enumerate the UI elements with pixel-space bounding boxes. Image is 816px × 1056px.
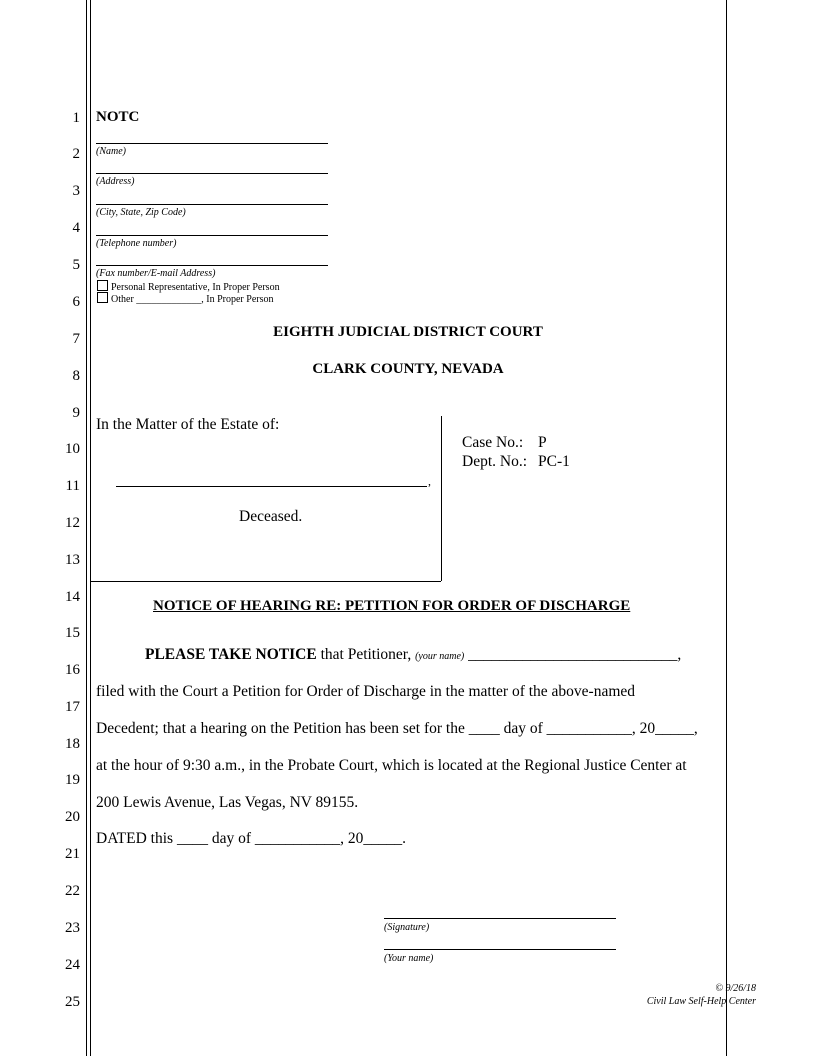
phone-line	[96, 235, 328, 236]
line-number: 6	[72, 294, 80, 310]
notice-lead-rest: that Petitioner,	[316, 646, 416, 663]
document-title: NOTICE OF HEARING RE: PETITION FOR ORDER OF DISCHARGE	[153, 598, 631, 614]
body-line-2: filed with the Court a Petition for Order of Discharge in the matter of the above-named	[96, 683, 636, 700]
option-other-label: Other _____________, In Proper Person	[111, 294, 274, 305]
city-line	[96, 204, 328, 205]
fax-label: (Fax number/E-mail Address)	[96, 268, 216, 279]
decedent-name-line	[116, 486, 427, 487]
line-number: 19	[65, 772, 80, 788]
line-number: 5	[72, 257, 80, 273]
your-name-label: (Your name)	[384, 953, 434, 964]
line-number: 9	[72, 405, 80, 421]
body-line-5: 200 Lewis Avenue, Las Vegas, NV 89155.	[96, 794, 359, 811]
footer-date: © 9/26/18	[715, 983, 756, 994]
signature-label: (Signature)	[384, 922, 430, 933]
your-name-line	[384, 949, 616, 950]
line-number: 25	[65, 994, 80, 1010]
line-number: 7	[72, 331, 80, 347]
your-name-hint: (your name)	[415, 651, 465, 662]
case-no-value: P	[538, 434, 547, 451]
line-number: 4	[72, 220, 80, 236]
city-label: (City, State, Zip Code)	[96, 207, 186, 218]
caption-bottom-rule	[91, 581, 441, 582]
line-number: 1	[72, 110, 80, 126]
checkbox-personal-representative[interactable]	[97, 280, 108, 291]
line-number: 3	[72, 183, 80, 199]
line-number: 12	[65, 515, 80, 531]
notice-lead-bold: PLEASE TAKE NOTICE	[145, 646, 317, 663]
body-line-4: at the hour of 9:30 a.m., in the Probate Court, which is located at the Regional Justice Center at	[96, 757, 687, 774]
checkbox-other[interactable]	[97, 292, 108, 303]
line-number: 24	[65, 957, 80, 973]
fax-line	[96, 265, 328, 266]
form-code: NOTC	[96, 109, 140, 125]
decedent-comma: ,	[428, 474, 431, 488]
line-number: 13	[65, 552, 80, 568]
line-number: 11	[65, 478, 80, 494]
line-number: 15	[65, 625, 80, 641]
line-number: 23	[65, 920, 80, 936]
line-number: 10	[65, 441, 80, 457]
notice-lead	[145, 646, 681, 664]
left-margin-rule-inner	[90, 0, 91, 1056]
option-other[interactable]	[97, 292, 273, 305]
name-label: (Name)	[96, 146, 126, 157]
option-personal-label: Personal Representative, In Proper Person	[111, 282, 280, 293]
left-margin-rule	[86, 0, 87, 1056]
line-number: 16	[65, 662, 80, 678]
dated-line: DATED this ____ day of ___________, 20_____.	[96, 830, 406, 847]
right-margin-rule	[726, 0, 727, 1056]
line-number: 18	[65, 736, 80, 752]
name-line	[96, 143, 328, 144]
dept-no-value: PC-1	[538, 453, 570, 470]
court-name: EIGHTH JUDICIAL DISTRICT COURT	[273, 324, 543, 340]
line-number: 22	[65, 883, 80, 899]
notice-lead-blank: ___________________________,	[464, 646, 682, 663]
body-line-3: Decedent; that a hearing on the Petition has been set for the ____ day of ___________, 20_____,	[96, 720, 698, 737]
line-number: 8	[72, 368, 80, 384]
matter-label: In the Matter of the Estate of:	[96, 416, 280, 433]
deceased-label: Deceased.	[239, 508, 303, 525]
footer-center: Civil Law Self-Help Center	[646, 996, 756, 1007]
caption-divider	[441, 416, 442, 581]
line-number: 21	[65, 846, 80, 862]
signature-line	[384, 918, 616, 919]
line-number: 20	[65, 809, 80, 825]
case-no-label: Case No.:	[462, 434, 524, 451]
court-county: CLARK COUNTY, NEVADA	[312, 361, 504, 377]
line-number: 17	[65, 699, 80, 715]
line-number: 14	[65, 589, 80, 605]
address-label: (Address)	[96, 176, 135, 187]
line-number: 2	[72, 146, 80, 162]
dept-no-label: Dept. No.:	[462, 453, 528, 470]
address-line	[96, 173, 328, 174]
phone-label: (Telephone number)	[96, 238, 177, 249]
